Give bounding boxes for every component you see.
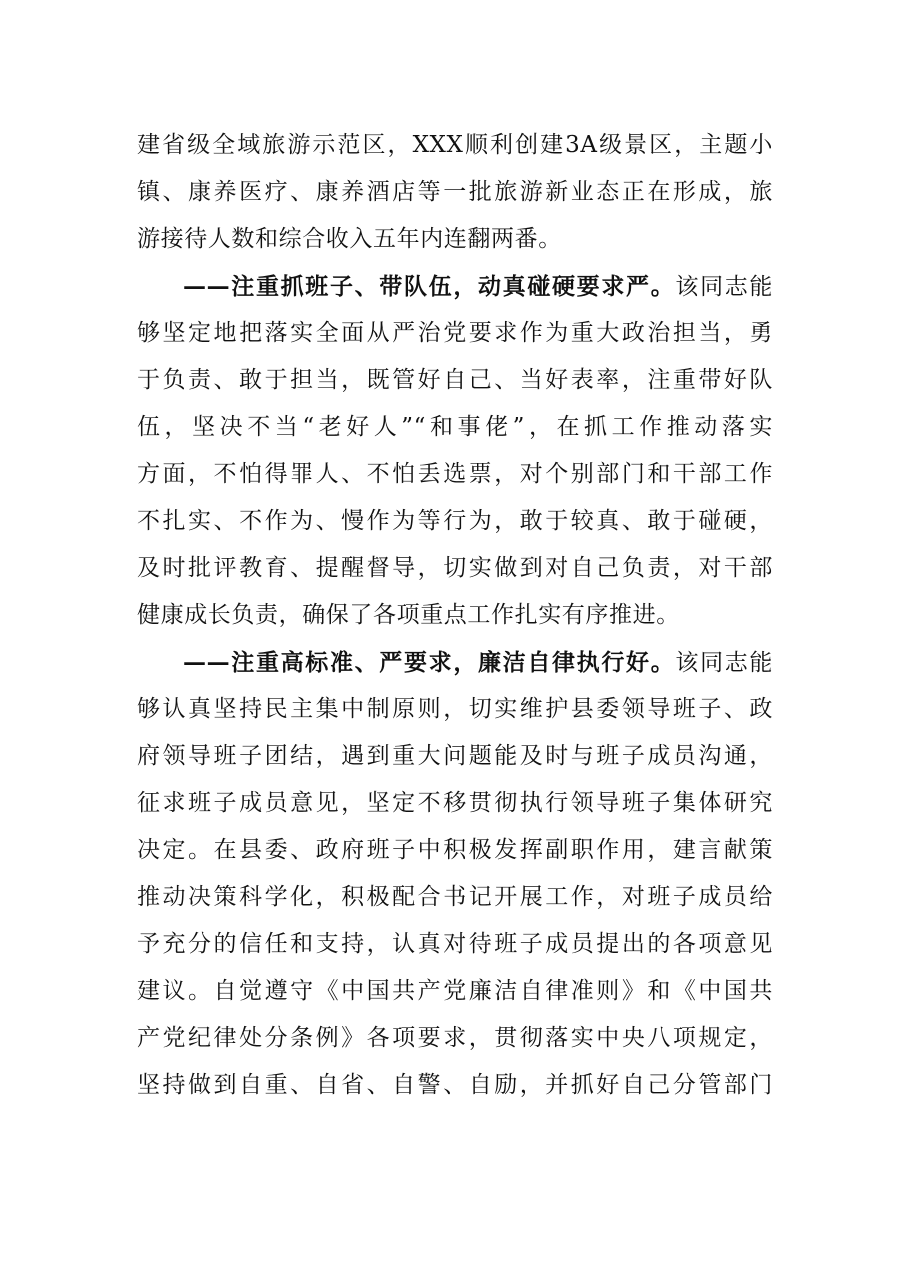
paragraph-heading: ——注重抓班子、带队伍，动真碰硬要求严。 bbox=[183, 273, 676, 300]
paragraph-team-building bbox=[137, 263, 773, 639]
text-line: 建省级全域旅游示范区，XXX顺利创建3A级景区，主题小 bbox=[137, 132, 773, 158]
text-line: 府领导班子团结，遇到重大问题能及时与班子成员沟通， bbox=[137, 743, 773, 769]
heading-continuation: 该同志能 bbox=[675, 274, 774, 300]
text-line: 建议。自觉遵守《中国共产党廉洁自律准则》和《中国共 bbox=[137, 978, 773, 1004]
paragraph-heading: ——注重高标准、严要求，廉洁自律执行好。 bbox=[183, 649, 676, 676]
text-line: 游接待人数和综合收入五年内连翻两番。 bbox=[137, 226, 562, 252]
text-line: 方面，不怕得罪人、不怕丢选票，对个别部门和干部工作 bbox=[137, 461, 773, 487]
heading-continuation: 该同志能 bbox=[675, 650, 774, 676]
paragraph-tourism bbox=[137, 122, 773, 263]
text-line: 决定。在县委、政府班子中积极发挥副职作用，建言献策 bbox=[137, 837, 773, 863]
text-line: 及时批评教育、提醒督导，切实做到对自己负责，对干部 bbox=[137, 555, 773, 581]
text-line: 予充分的信任和支持，认真对待班子成员提出的各项意见 bbox=[137, 931, 773, 957]
text-line: 产党纪律处分条例》各项要求，贯彻落实中央八项规定， bbox=[137, 1025, 773, 1051]
paragraph-first-line bbox=[137, 263, 773, 310]
paragraph-first-line bbox=[137, 639, 773, 686]
text-line: 够认真坚持民主集中制原则，切实维护县委领导班子、政 bbox=[137, 696, 773, 722]
document-body bbox=[137, 122, 773, 1109]
text-line: 征求班子成员意见，坚定不移贯彻执行领导班子集体研究 bbox=[137, 790, 773, 816]
text-line: 健康成长负责，确保了各项重点工作扎实有序推进。 bbox=[137, 602, 680, 628]
text-line: 镇、康养医疗、康养酒店等一批旅游新业态正在形成，旅 bbox=[137, 179, 773, 205]
text-line: 坚持做到自重、自省、自警、自励，并抓好自己分管部门 bbox=[137, 1072, 773, 1098]
text-line: 够坚定地把落实全面从严治党要求作为重大政治担当，勇 bbox=[137, 320, 773, 346]
text-line: 不扎实、不作为、慢作为等行为，敢于较真、敢于碰硬， bbox=[137, 508, 773, 534]
text-line: 推动决策科学化，积极配合书记开展工作，对班子成员给 bbox=[137, 884, 773, 910]
text-line: 伍，坚决不当“老好人”“和事佬”，在抓工作推动落实 bbox=[137, 414, 773, 440]
text-line: 于负责、敢于担当，既管好自己、当好表率，注重带好队 bbox=[137, 367, 773, 393]
paragraph-integrity bbox=[137, 639, 773, 1109]
